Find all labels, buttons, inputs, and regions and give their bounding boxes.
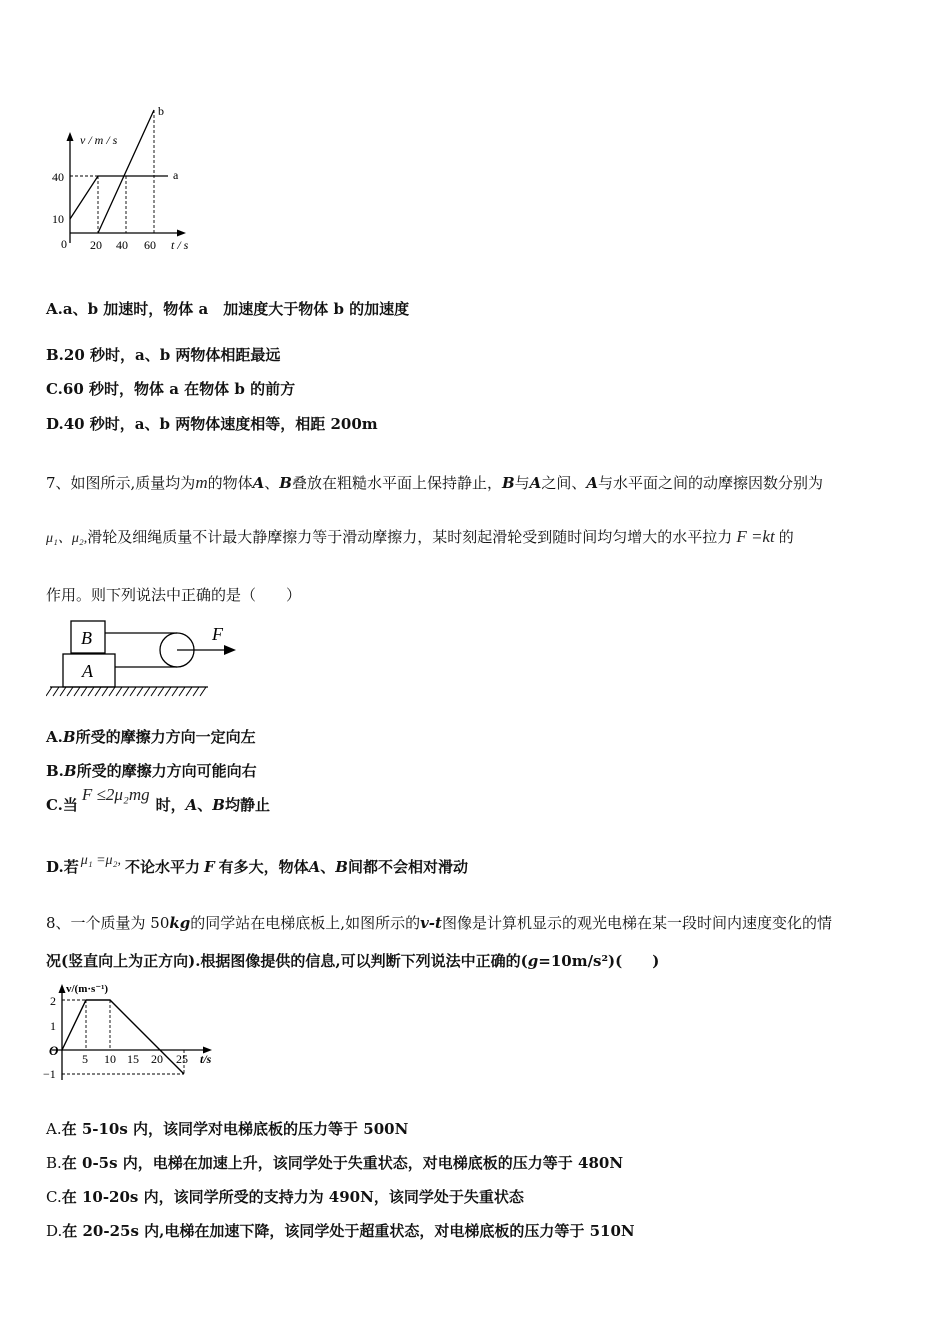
hatch-mark [123,687,129,696]
y-tick-40: 40 [52,170,64,184]
hatch-mark [46,687,52,696]
line-b [98,110,154,233]
q8-option-a: A.在 5-10s 内，该同学对电梯底板的压力等于 500N [46,1120,409,1138]
y-axis-label: v / m / s [80,133,118,147]
x-tick-25: 25 [176,1052,188,1066]
q8-option-c: C.在 10-20s 内，该同学所受的支持力为 490N，该同学处于失重状态 [46,1188,524,1206]
hatch-mark [137,687,143,696]
hatch-mark [109,687,115,696]
y-tick-neg1: −1 [43,1067,56,1081]
x-tick-10: 10 [104,1052,116,1066]
hatch-mark [186,687,192,696]
hatch-mark [172,687,178,696]
x-tick-60: 60 [144,238,156,252]
x-tick-5: 5 [82,1052,88,1066]
hatch-mark [60,687,66,696]
q7-stem-line3: 作用。则下列说法中正确的是（ ） [46,586,302,604]
y-axis-label: v/(m·s⁻¹) [66,983,109,995]
hatch-mark [193,687,199,696]
hatch-mark [130,687,136,696]
y-axis-arrow [59,984,66,993]
hatch-mark [67,687,73,696]
x-axis-label: t / s [171,238,189,252]
hatch-mark [158,687,164,696]
origin-label: O [49,1043,59,1058]
velocity-line [62,1000,184,1074]
hatch-mark [102,687,108,696]
hatch-mark [151,687,157,696]
x-tick-40: 40 [116,238,128,252]
block-b-label: B [81,628,92,648]
x-tick-20: 20 [151,1052,163,1066]
origin-label: 0 [61,237,67,251]
x-tick-20: 20 [90,238,102,252]
hatch-mark [53,687,59,696]
x-tick-15: 15 [127,1052,139,1066]
q6-option-b: B.20 秒时，a、b 两物体相距最远 [46,346,281,364]
blocks-pulley-figure [46,616,246,706]
block-a-label: A [82,661,93,681]
q7-option-c: C.当F ≤2μ₂mg时，A、B均静止 [46,785,270,814]
hatch-mark [165,687,171,696]
line-a [70,176,168,219]
q7-option-b: B.B所受的摩擦力方向可能向右 [46,762,257,780]
q7-option-d: D.若 μ₁ =μ₂, 不论水平力 F 有多大，物体A、B间都不会相对滑动 [46,853,468,876]
ground-hatching [46,687,206,696]
line-a-label: a [173,168,179,182]
hatch-mark [81,687,87,696]
q8-option-b: B.在 0-5s 内，电梯在加速上升，该同学处于失重状态，对电梯底板的压力等于 480N [46,1154,624,1172]
hatch-mark [179,687,185,696]
q7-option-a: A.B所受的摩擦力方向一定向左 [46,728,256,746]
q7-stem-line1: 7、如图所示,质量均为m的物体A、B叠放在粗糙水平面上保持静止，B与A之间、A与水平面之间的动摩擦因数分别为 [46,473,823,492]
hatch-mark [116,687,122,696]
q7-stem-line2: μ₁、μ₂,滑轮及细绳质量不计最大静摩擦力等于滑动摩擦力，某时刻起滑轮受到随时间均匀增大的水平拉力 F =kt 的 [46,527,794,546]
y-tick-1: 1 [50,1019,56,1033]
q8-option-d: D.在 20-25s 内,电梯在加速下降，该同学处于超重状态，对电梯底板的压力等于 510N [46,1222,635,1240]
force-arrow-head [224,645,236,655]
line-b-label: b [158,104,164,118]
y-axis-arrow [67,132,74,141]
q6-option-c: C.60 秒时，物体 a 在物体 b 的前方 [46,380,296,398]
y-tick-2: 2 [50,994,56,1008]
q8-stem-line1: 8、一个质量为 50kg的同学站在电梯底板上,如图所示的v-t图像是计算机显示的观光电梯在某一段时间内速度变化的情 [46,914,832,932]
hatch-mark [95,687,101,696]
elevator-vt-graph [40,976,230,1086]
hatch-mark [74,687,80,696]
hatch-mark [88,687,94,696]
q8-stem-line2: 况(竖直向上为正方向).根据图像提供的信息,可以判断下列说法中正确的(g=10m/s²)( ) [46,952,660,970]
hatch-mark [144,687,150,696]
x-axis-label: t/s [200,1052,212,1066]
hatch-mark [200,687,206,696]
force-label: F [212,624,223,644]
vt-graph-ab [40,98,210,258]
q6-option-d: D.40 秒时，a、b 两物体速度相等，相距 200m [46,415,378,433]
y-tick-10: 10 [52,212,64,226]
q6-option-a: A.a、b 加速时，物体 a 加速度大于物体 b 的加速度 [46,300,410,318]
x-axis-arrow [177,230,186,237]
